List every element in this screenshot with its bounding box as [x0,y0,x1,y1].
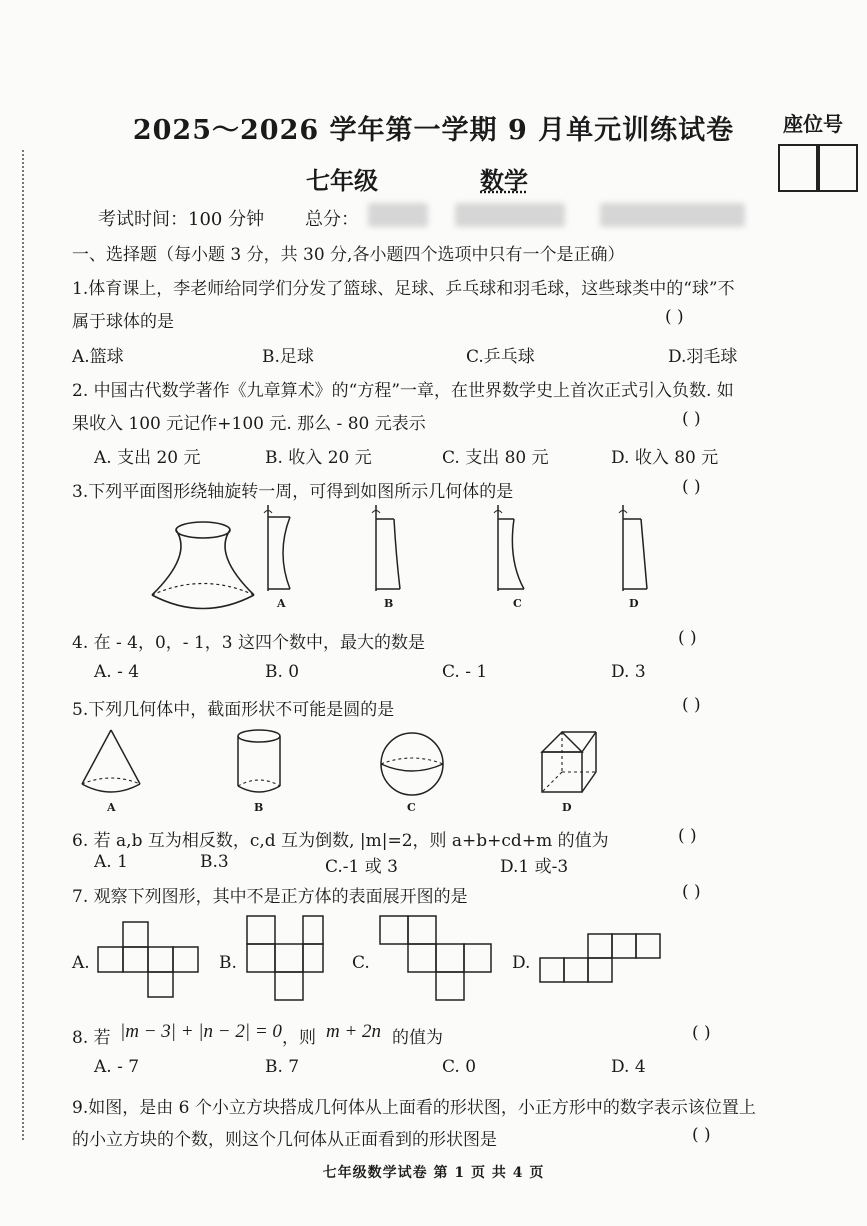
redacted-field [368,203,428,227]
answer-blank-q4[interactable]: ( ) [678,628,697,648]
exam-title: 2025～2026 学年第一学期 9 月单元训练试卷 [132,115,735,146]
q6-option-a[interactable]: A. 1 [94,852,128,872]
q3-label-b: B [384,597,394,610]
q7-label-b: B. [219,953,237,973]
seat-number-box-right[interactable] [816,144,858,192]
cube-net-d[interactable] [538,932,663,986]
question-9-line2: 的小立方块的个数，则这个几何体从正面看到的形状图是 [72,1130,497,1150]
q6-option-d[interactable]: D.1 或-3 [500,857,569,877]
q3-option-a-figure[interactable] [258,505,298,595]
page-footer: 七年级数学试卷 第 1 页 共 4 页 [322,1165,545,1181]
q3-label-c: C [513,597,522,610]
redacted-field [455,203,565,227]
q2-option-a[interactable]: A. 支出 20 元 [94,448,201,468]
question-4-line1: 4. 在 - 4，0，- 1，3 这四个数中，最大的数是 [72,633,425,653]
q3-option-d-figure[interactable] [613,505,653,595]
q7-label-a: A. [72,953,90,973]
solid-of-revolution-figure [148,500,258,615]
question-2-line1: 2. 中国古代数学著作《九章算术》的“方程”一章，在世界数学史上首次正式引入负数. 如 [72,381,734,401]
q1-option-b[interactable]: B.足球 [262,347,314,367]
answer-blank-q8[interactable]: ( ) [692,1023,711,1043]
question-1-line1: 1.体育课上，李老师给同学们分发了篮球、足球、乒乓球和羽毛球，这些球类中的“球”不 [72,279,735,299]
question-6-line1: 6. 若 a,b 互为相反数，c,d 互为倒数, |m|=2，则 a+b+cd+m 的值为 [72,831,609,851]
sphere-figure[interactable] [378,732,446,796]
q3-option-b-figure[interactable] [366,505,406,595]
q1-option-d[interactable]: D.羽毛球 [668,347,738,367]
question-1-line2: 属于球体的是 [72,312,174,332]
cube-net-b[interactable] [245,914,325,1004]
q4-option-d[interactable]: D. 3 [611,662,646,682]
q4-option-b[interactable]: B. 0 [265,662,300,682]
q6-option-b[interactable]: B.3 [200,852,229,872]
question-7-line1: 7. 观察下列图形，其中不是正方体的表面展开图的是 [72,887,468,907]
cone-figure[interactable] [80,728,142,796]
q3-option-c-figure[interactable] [488,505,528,595]
section-heading: 一、选择题（每小题 3 分，共 30 分,各小题四个选项中只有一个是正确） [72,245,625,265]
binding-line [22,150,24,1140]
question-9-line1: 9.如图，是由 6 个小立方块搭成几何体从上面看的形状图，小正方形中的数字表示该位置上 [72,1098,756,1118]
q8-option-d[interactable]: D. 4 [611,1057,646,1077]
q2-option-d[interactable]: D. 收入 80 元 [611,448,719,468]
q7-label-d: D. [512,953,531,973]
redacted-field [600,203,745,227]
q4-option-c[interactable]: C. - 1 [442,662,488,682]
q3-label-d: D [629,597,639,610]
q5-label-a: A [107,801,116,814]
answer-blank-q7[interactable]: ( ) [682,882,701,902]
q8-expression: m + 2n [326,1021,382,1042]
seat-number-box-left[interactable] [778,144,820,192]
q8-formula: |m − 3| + |n − 2| = 0 [120,1021,282,1042]
subject-label: 数学 [480,166,528,195]
seat-number-label: 座位号 [783,112,843,136]
answer-blank-q3[interactable]: ( ) [682,477,701,497]
q6-option-c[interactable]: C.-1 或 3 [325,857,398,877]
question-3-line1: 3.下列平面图形绕轴旋转一周，可得到如图所示几何体的是 [72,482,514,502]
grade-label: 七年级 [306,166,378,195]
exam-time: 考试时间：100 分钟 [98,209,265,230]
triangular-prism-figure[interactable] [540,730,600,796]
question-2-line2: 果收入 100 元记作+100 元. 那么 - 80 元表示 [72,414,426,434]
q8-then-label: ，则 [282,1028,316,1048]
cylinder-figure[interactable] [234,728,284,796]
cube-net-a[interactable] [96,920,201,1000]
answer-blank-q5[interactable]: ( ) [682,695,701,715]
q2-option-c[interactable]: C. 支出 80 元 [442,448,549,468]
q7-label-c: C. [352,953,370,973]
answer-blank-q6[interactable]: ( ) [678,826,697,846]
question-5-line1: 5.下列几何体中，截面形状不可能是圆的是 [72,700,395,720]
q3-label-a: A [277,597,286,610]
total-score-label: 总分： [305,209,359,230]
q8-option-a[interactable]: A. - 7 [94,1057,140,1077]
q1-option-a[interactable]: A.篮球 [72,347,124,367]
q8-suffix: 的值为 [392,1028,443,1048]
q5-label-b: B [254,801,264,814]
answer-blank-q1[interactable]: ( ) [665,307,684,327]
cube-net-c[interactable] [378,914,493,1004]
q5-label-d: D [562,801,572,814]
question-8-prefix: 8. 若 [72,1028,111,1048]
q8-option-b[interactable]: B. 7 [265,1057,300,1077]
q2-option-b[interactable]: B. 收入 20 元 [265,448,372,468]
q4-option-a[interactable]: A. - 4 [94,662,140,682]
q1-option-c[interactable]: C.乒乓球 [466,347,535,367]
answer-blank-q2[interactable]: ( ) [682,409,701,429]
answer-blank-q9[interactable]: ( ) [692,1125,711,1145]
q8-option-c[interactable]: C. 0 [442,1057,477,1077]
q5-label-c: C [407,801,416,814]
